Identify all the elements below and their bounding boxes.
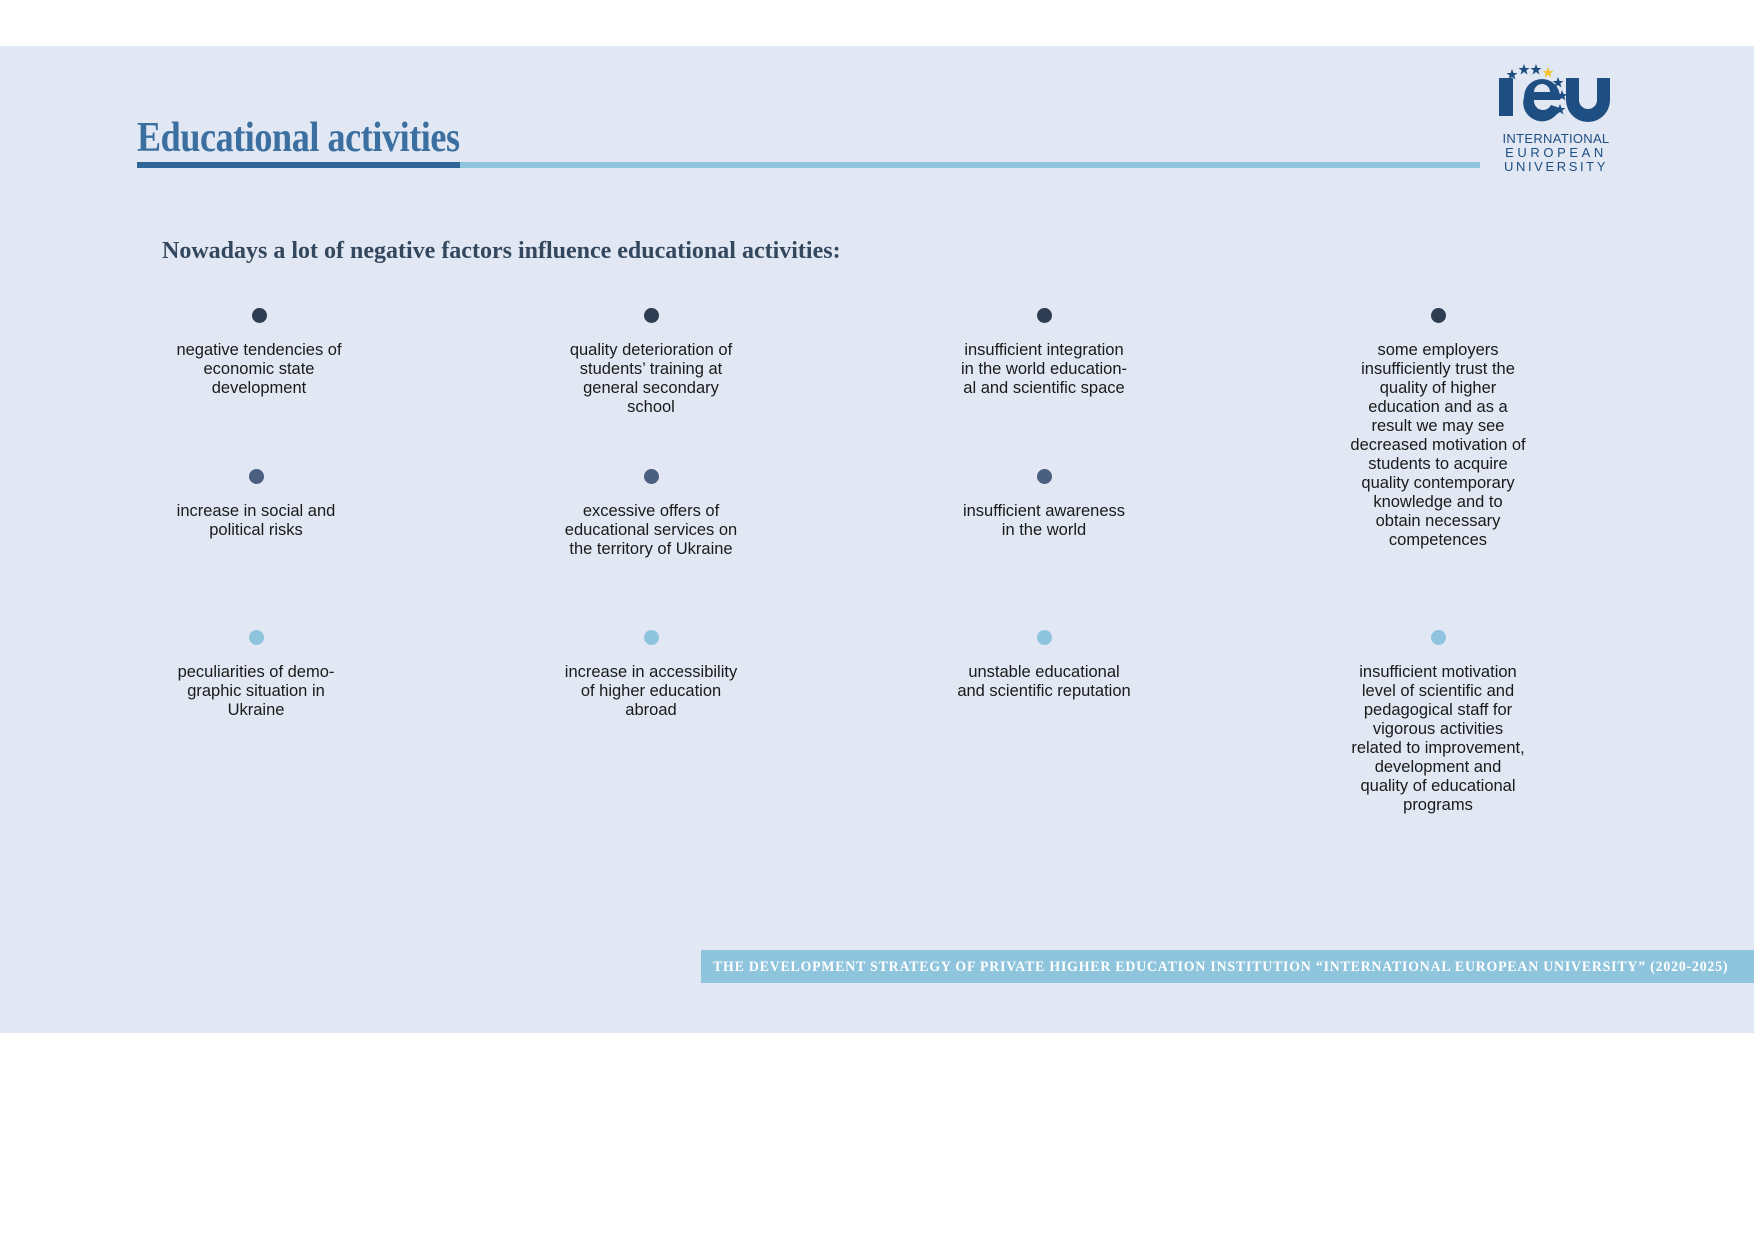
factor-text: insufficient motivation level of scientific and pedagogical staff for vigorous activities related to improvement, development and quality of educational programs — [1351, 663, 1525, 814]
factor-text: some employers insufficiently trust the quality of higher education and as a result we may see decreased motivation of students to acquire quality contemporary knowledge and to obtain necessary competences — [1350, 341, 1526, 549]
logo-stars — [1507, 64, 1568, 115]
page-title: Educational activities — [137, 115, 460, 161]
factor-item — [536, 308, 766, 417]
factor-text: peculiarities of demo- graphic situation in Ukraine — [177, 663, 335, 719]
factor-item — [536, 469, 766, 559]
star-icon — [1507, 69, 1518, 80]
title-rule-accent — [137, 162, 460, 168]
star-icon — [1543, 67, 1554, 78]
factor-item — [141, 630, 371, 720]
factor-text: insufficient integration in the world education- al and scientific space — [960, 341, 1127, 397]
star-icon — [1519, 64, 1530, 75]
section-subtitle: Nowadays a lot of negative factors influence educational activities: — [162, 238, 841, 264]
logo-letter-i-stem — [1499, 78, 1513, 116]
bullet-dot-icon — [1037, 308, 1052, 323]
bullet-dot-icon — [1431, 630, 1446, 645]
star-icon — [1531, 64, 1542, 75]
factor-text: increase in social and political risks — [176, 502, 336, 539]
bullet-dot-icon — [644, 630, 659, 645]
bullet-dot-icon — [1037, 630, 1052, 645]
bullet-dot-icon — [644, 308, 659, 323]
factor-text: insufficient awareness in the world — [962, 502, 1126, 539]
bullet-dot-icon — [1431, 308, 1446, 323]
bullet-dot-icon — [644, 469, 659, 484]
logo-line-3: UNIVERSITY — [1503, 159, 1608, 174]
factor-item — [929, 469, 1159, 540]
logo-letter-e — [1523, 79, 1560, 121]
factor-item — [144, 308, 374, 398]
factor-item — [1323, 308, 1553, 550]
footer-banner — [701, 950, 1754, 983]
factor-text: negative tendencies of economic state development — [176, 341, 342, 397]
logo-letter-u — [1566, 78, 1610, 122]
factor-item — [141, 469, 371, 540]
factor-text: increase in accessibility of higher education abroad — [564, 663, 738, 719]
bullet-dot-icon — [252, 308, 267, 323]
factor-item — [929, 308, 1159, 398]
logo-line-1: INTERNATIONAL — [1502, 131, 1610, 146]
footer-text: THE DEVELOPMENT STRATEGY OF PRIVATE HIGHER EDUCATION INSTITUTION “INTERNATIONAL EUROPEAN UNIVERSITY” (2020-2025) — [713, 959, 1729, 975]
factor-text: quality deterioration of students’ training at general secondary school — [569, 341, 733, 416]
factor-text: excessive offers of educational services on the territory of Ukraine — [564, 502, 738, 558]
bullet-dot-icon — [249, 630, 264, 645]
logo-line-2: EUROPEAN — [1505, 145, 1607, 160]
bullet-dot-icon — [249, 469, 264, 484]
factor-text: unstable educational and scientific reputation — [957, 663, 1131, 700]
bullet-dot-icon — [1037, 469, 1052, 484]
factor-item — [1323, 630, 1553, 815]
factor-item — [536, 630, 766, 720]
factor-item — [929, 630, 1159, 701]
